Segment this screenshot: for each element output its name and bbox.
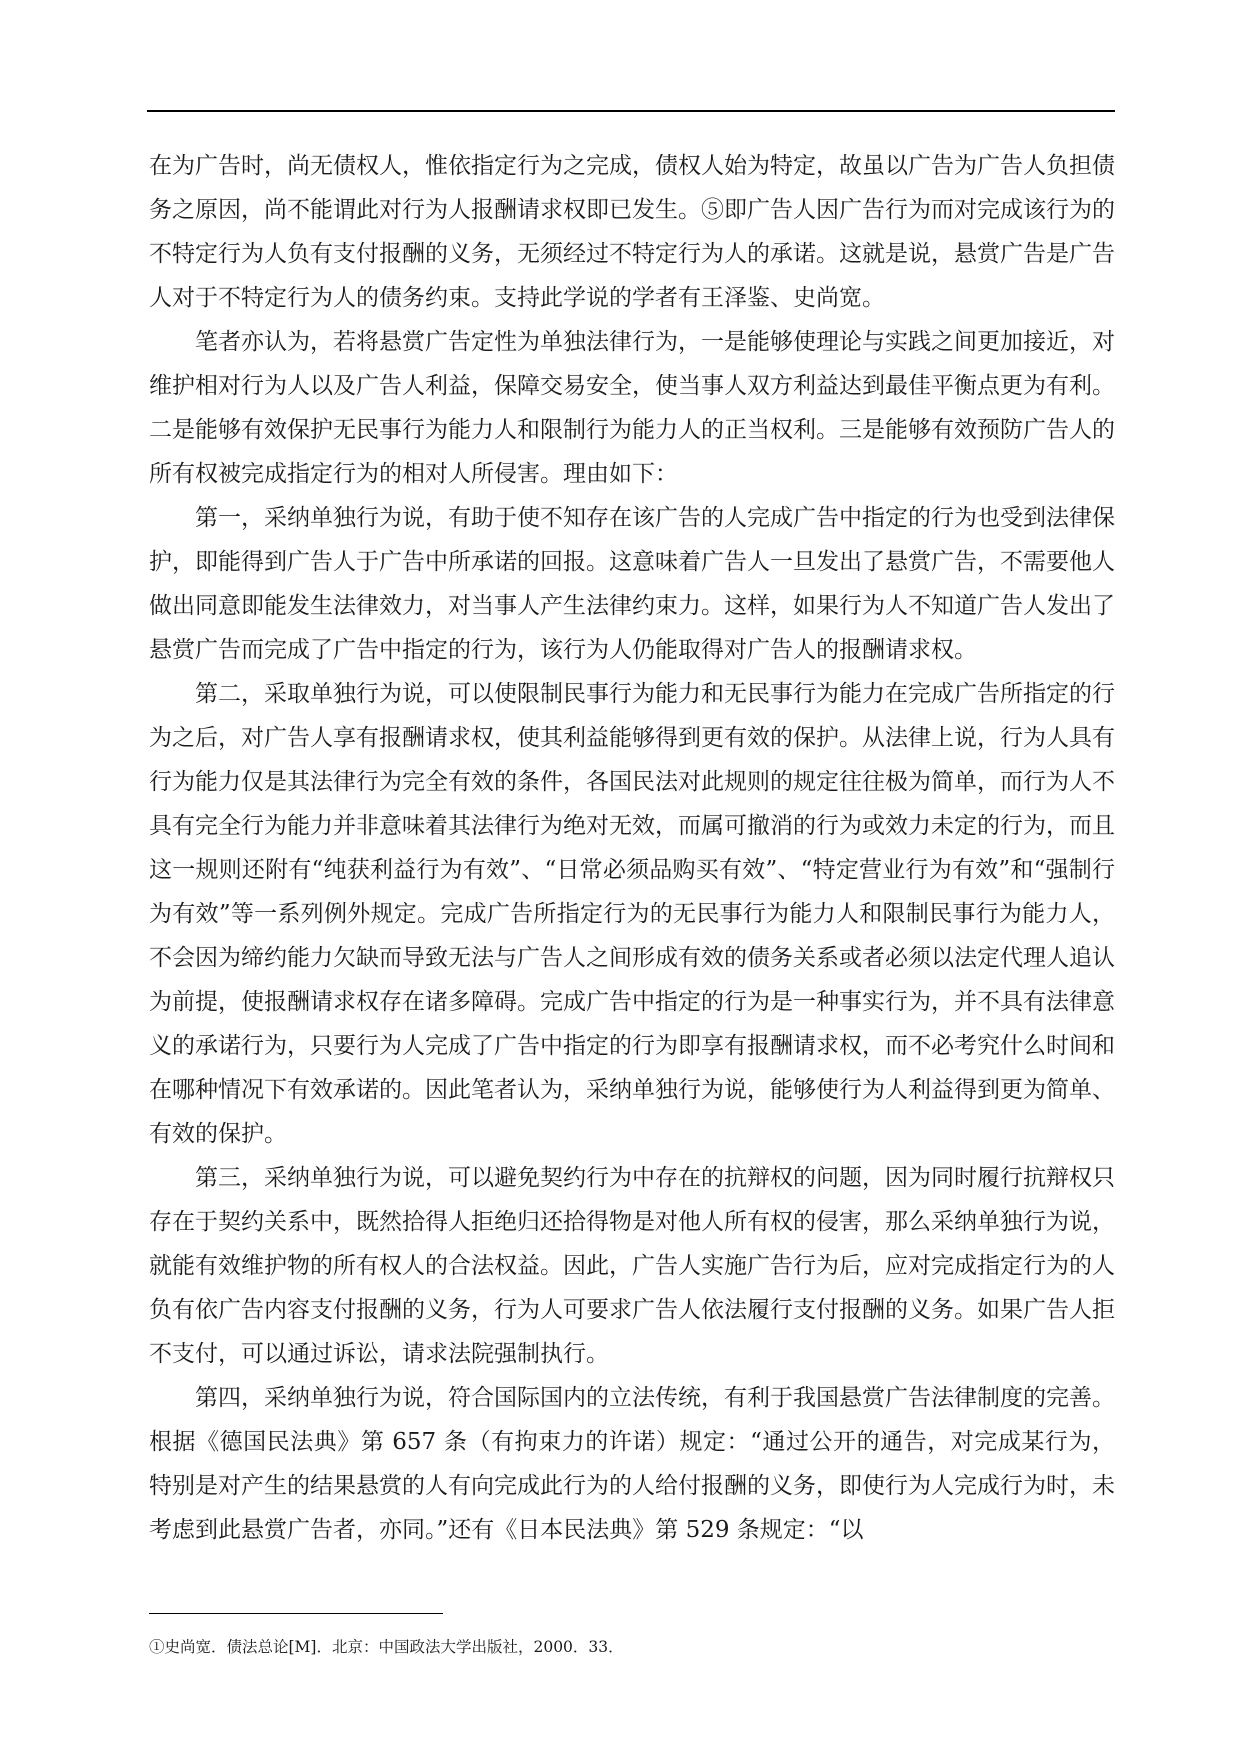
paragraph-3: 第一，采纳单独行为说，有助于使不知存在该广告的人完成广告中指定的行为也受到法律保护，即能得到广告人于广告中所承诺的回报。这意味着广告人一旦发出了悬赏广告，不需要他人做出同意即能发生法律效力，对当事人产生法律约束力。这样，如果行为人不知道广告人发出了悬赏广告而完成了广告中指定的行为，该行为人仍能取得对广告人的报酬请求权。 xyxy=(149,505,1115,663)
footnote-rule xyxy=(149,1613,443,1614)
paragraph-5: 第三，采纳单独行为说，可以避免契约行为中存在的抗辩权的问题，因为同时履行抗辩权只存在于契约关系中，既然拾得人拒绝归还拾得物是对他人所有权的侵害，那么采纳单独行为说，就能有效维护物的所有权人的合法权益。因此，广告人实施广告行为后，应对完成指定行为的人负有依广告内容支付报酬的义务，行为人可要求广告人依法履行支付报酬的义务。如果广告人拒不支付，可以通过诉讼，请求法院强制执行。 xyxy=(149,1165,1115,1367)
paragraph-2: 笔者亦认为，若将悬赏广告定性为单独法律行为，一是能够使理论与实践之间更加接近，对维护相对行为人以及广告人利益，保障交易安全，使当事人双方利益达到最佳平衡点更为有利。二是能够有效保护无民事行为能力人和限制行为能力人的正当权利。三是能够有效预防广告人的所有权被完成指定行为的相对人所侵害。理由如下： xyxy=(149,329,1115,487)
header-rule xyxy=(147,110,1115,112)
body-text xyxy=(149,144,1115,1552)
paragraph-4: 第二，采取单独行为说，可以使限制民事行为能力和无民事行为能力在完成广告所指定的行为之后，对广告人享有报酬请求权，使其利益能够得到更有效的保护。从法律上说，行为人具有行为能力仅是其法律行为完全有效的条件，各国民法对此规则的规定往往极为简单，而行为人不具有完全行为能力并非意味着其法律行为绝对无效，而属可撤消的行为或效力未定的行为，而且这一规则还附有“纯获利益行为有效”、“日常必须品购买有效”、“特定营业行为有效”和“强制行为有效”等一系列例外规定。完成广告所指定行为的无民事行为能力人和限制民事行为能力人，不会因为缔约能力欠缺而导致无法与广告人之间形成有效的债务关系或者必须以法定代理人追认为前提，使报酬请求权存在诸多障碍。完成广告中指定的行为是一种事实行为，并不具有法律意义的承诺行为，只要行为人完成了广告中指定的行为即享有报酬请求权，而不必考究什么时间和在哪种情况下有效承诺的。因此笔者认为，采纳单独行为说，能够使行为人利益得到更为简单、有效的保护。 xyxy=(149,681,1115,1147)
footnote: ①史尚宽．债法总论[M]．北京：中国政法大学出版社，2000．33． xyxy=(149,1638,624,1656)
paragraph-6: 第四，采纳单独行为说，符合国际国内的立法传统，有利于我国悬赏广告法律制度的完善。根据《德国民法典》第 657 条（有拘束力的许诺）规定：“通过公开的通告，对完成某行为，特别是对产生的结果悬赏的人有向完成此行为的人给付报酬的义务，即使行为人完成行为时，未考虑到此悬赏广告者，亦同。”还有《日本民法典》第 529 条规定：“以 xyxy=(149,1385,1115,1543)
paragraph-1: 在为广告时，尚无债权人，惟依指定行为之完成，债权人始为特定，故虽以广告为广告人负担债务之原因，尚不能谓此对行为人报酬请求权即已发生。⑤即广告人因广告行为而对完成该行为的不特定行为人负有支付报酬的义务，无须经过不特定行为人的承诺。这就是说，悬赏广告是广告人对于不特定行为人的债务约束。支持此学说的学者有王泽鉴、史尚宽。 xyxy=(149,153,1115,311)
